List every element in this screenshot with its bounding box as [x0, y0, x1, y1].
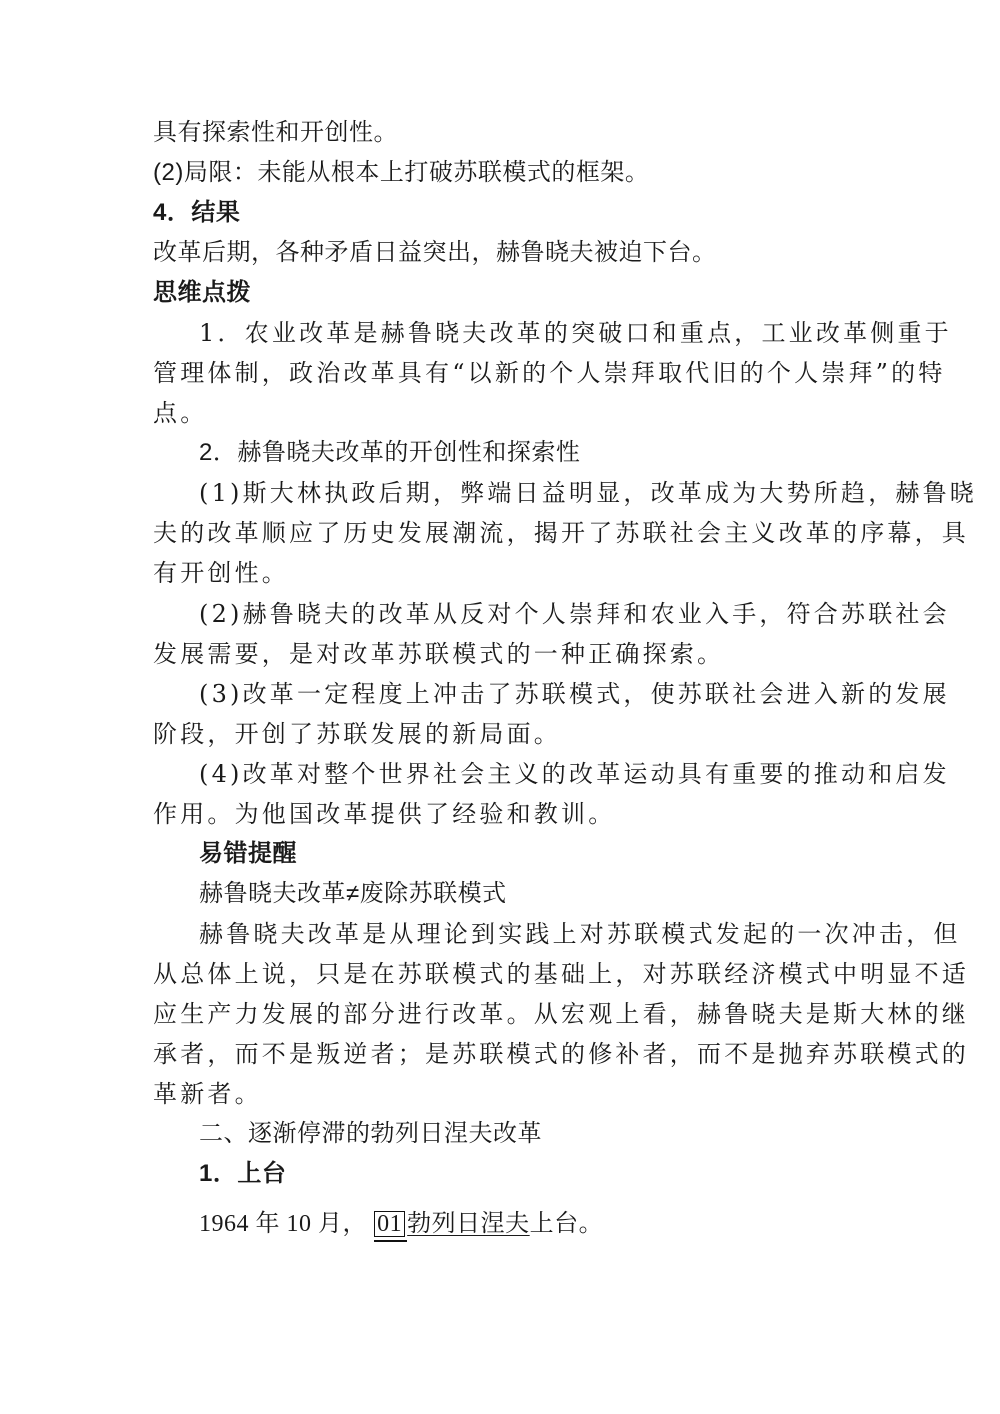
tip-2-heading: 2．赫鲁晓夫改革的开创性和探索性 [199, 439, 581, 466]
fill-suffix: 上台。 [529, 1210, 604, 1237]
section-heading-result: 4．结果 [153, 199, 241, 226]
paragraph-continuation: 具有探索性和开创性。 [153, 119, 398, 146]
point-3-line-2: 阶段，开创了苏联发展的新局面。 [153, 720, 561, 748]
fill-answer: 勃列日涅夫 [407, 1210, 530, 1237]
limitation-paragraph: (2)局限：未能从根本上打破苏联模式的框架。 [153, 159, 650, 186]
heading-thinking-tips: 思维点拨 [153, 279, 251, 306]
tip-1-line-3: 点。 [153, 399, 208, 427]
point-4-line-2: 作用。为他国改革提供了经验和教训。 [153, 800, 616, 828]
point-2-line-2: 发展需要，是对改革苏联模式的一种正确探索。 [153, 640, 725, 668]
mistake-line-2: 从总体上说，只是在苏联模式的基础上，对苏联经济模式中明显不适 [153, 960, 969, 988]
fill-prefix: 1964 年 10 月， [199, 1211, 367, 1237]
mistake-line-1: 赫鲁晓夫改革是从理论到实践上对苏联模式发起的一次冲击，但 [199, 920, 961, 948]
tip-1-line-2: 管理体制，政治改革具有“以新的个人崇拜取代旧的个人崇拜”的特 [153, 359, 946, 387]
mistake-title: 赫鲁晓夫改革≠废除苏联模式 [199, 880, 507, 907]
result-paragraph: 改革后期，各种矛盾日益突出，赫鲁晓夫被迫下台。 [153, 239, 717, 266]
point-3-line-1: (3)改革一定程度上冲击了苏联模式，使苏联社会进入新的发展 [199, 680, 950, 708]
mistake-line-3: 应生产力发展的部分进行改革。从宏观上看，赫鲁晓夫是斯大林的继 [153, 1000, 969, 1028]
point-4-line-1: (4)改革对整个世界社会主义的改革运动具有重要的推动和启发 [199, 760, 950, 788]
subheading-rise-to-power: 1．上台 [199, 1160, 287, 1187]
point-1-line-2: 夫的改革顺应了历史发展潮流，揭开了苏联社会主义改革的序幕，具 [153, 519, 969, 547]
fill-blank [374, 1209, 407, 1242]
point-1-line-3: 有开创性。 [153, 559, 289, 587]
heading-common-mistakes: 易错提醒 [199, 840, 297, 867]
tip-1-line-1: 1．农业改革是赫鲁晓夫改革的突破口和重点，工业改革侧重于 [199, 319, 952, 347]
point-1-line-1: (1)斯大林执政后期，弊端日益明显，改革成为大势所趋，赫鲁晓 [199, 479, 977, 507]
mistake-line-5: 革新者。 [153, 1080, 262, 1108]
blank-number-box: 01 [374, 1211, 405, 1237]
section-heading-brezhnev: 二、逐渐停滞的勃列日涅夫改革 [199, 1120, 542, 1147]
point-2-line-1: (2)赫鲁晓夫的改革从反对个人崇拜和农业入手，符合苏联社会 [199, 600, 950, 628]
fill-in-line [199, 1209, 603, 1242]
mistake-line-4: 承者，而不是叛逆者；是苏联模式的修补者，而不是抛弃苏联模式的 [153, 1040, 969, 1068]
